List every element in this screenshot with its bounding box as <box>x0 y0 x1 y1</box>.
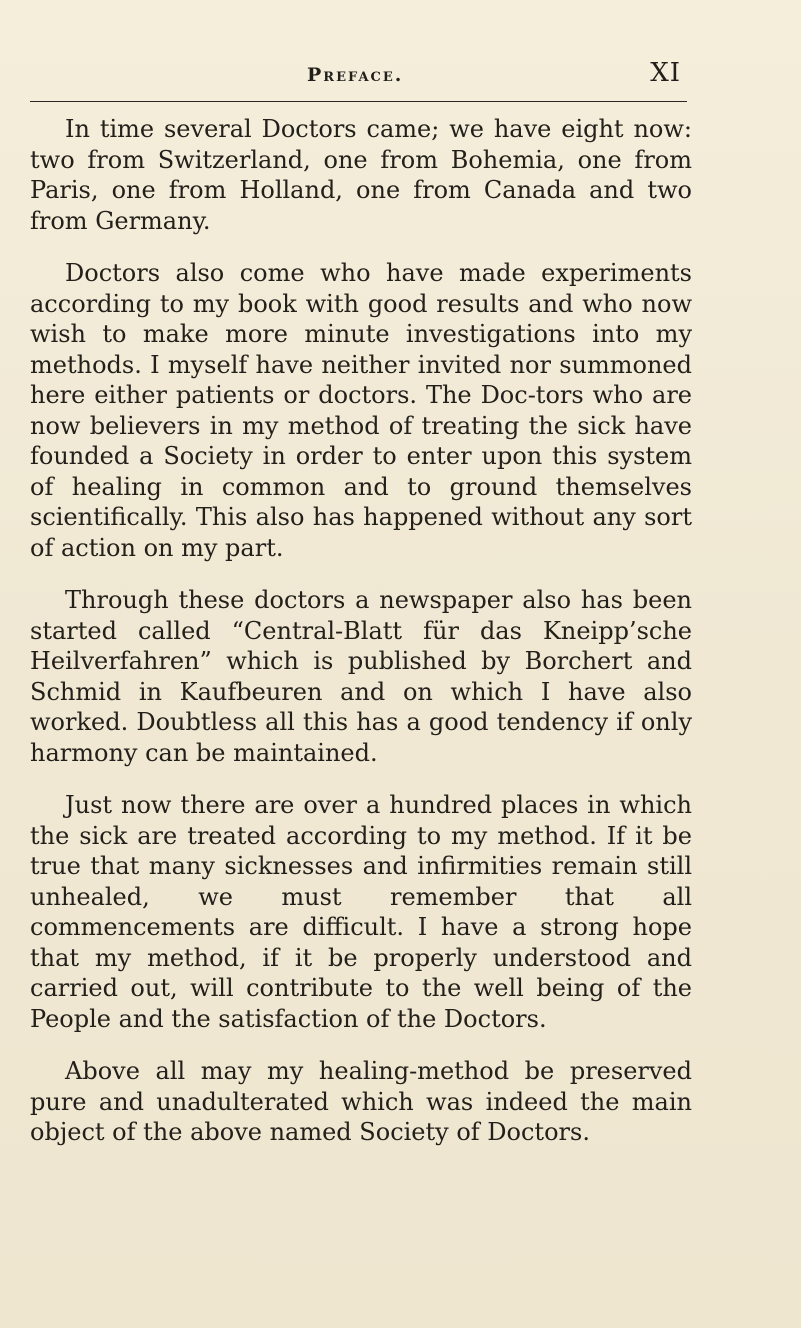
paragraph-5: Above all may my healing-method be preserved pure and unadulterated which was indeed the main object of the above named Society of Doctors. <box>30 1057 692 1146</box>
paragraph-2: Doctors also come who have made experiments according to my book with good results and who now wish to make more minute investigations into my methods. I myself have neither invited nor summoned here either patients or doctors. The Doc-tors who are now believers in my method of treating the sick have founded a Society in order to enter upon this system of healing in common and to ground themselves scientifically. This also has happened without any sort of action on my part. <box>30 259 692 562</box>
page-number: XI <box>650 58 681 88</box>
paragraph-4: Just now there are over a hundred places in which the sick are treated according to my method. If it be true that many sicknesses and infirmities remain still unhealed, we must remember that all commencements are difficult. I have a strong hope that my method, if it be properly understood and carried out, will contribute to the well being of the People and the satisfaction of the Doctors. <box>30 791 692 1033</box>
paragraph-3: Through these doctors a newspaper also has been started called “Central-Blatt für das Kneipp’sche Heilverfahren” which is published by Borchert and Schmid in Kaufbeuren and on which I have also worked. Doubtless all this has a good tendency if only harmony can be maintained. <box>30 586 692 767</box>
running-head <box>30 58 687 98</box>
body-text <box>30 114 692 1170</box>
running-title: Preface. <box>307 64 404 86</box>
header-rule <box>30 101 687 102</box>
paragraph-1: In time several Doctors came; we have eight now: two from Switzerland, one from Bohemia, one from Paris, one from Holland, one from Canada and two from Germany. <box>30 115 692 235</box>
